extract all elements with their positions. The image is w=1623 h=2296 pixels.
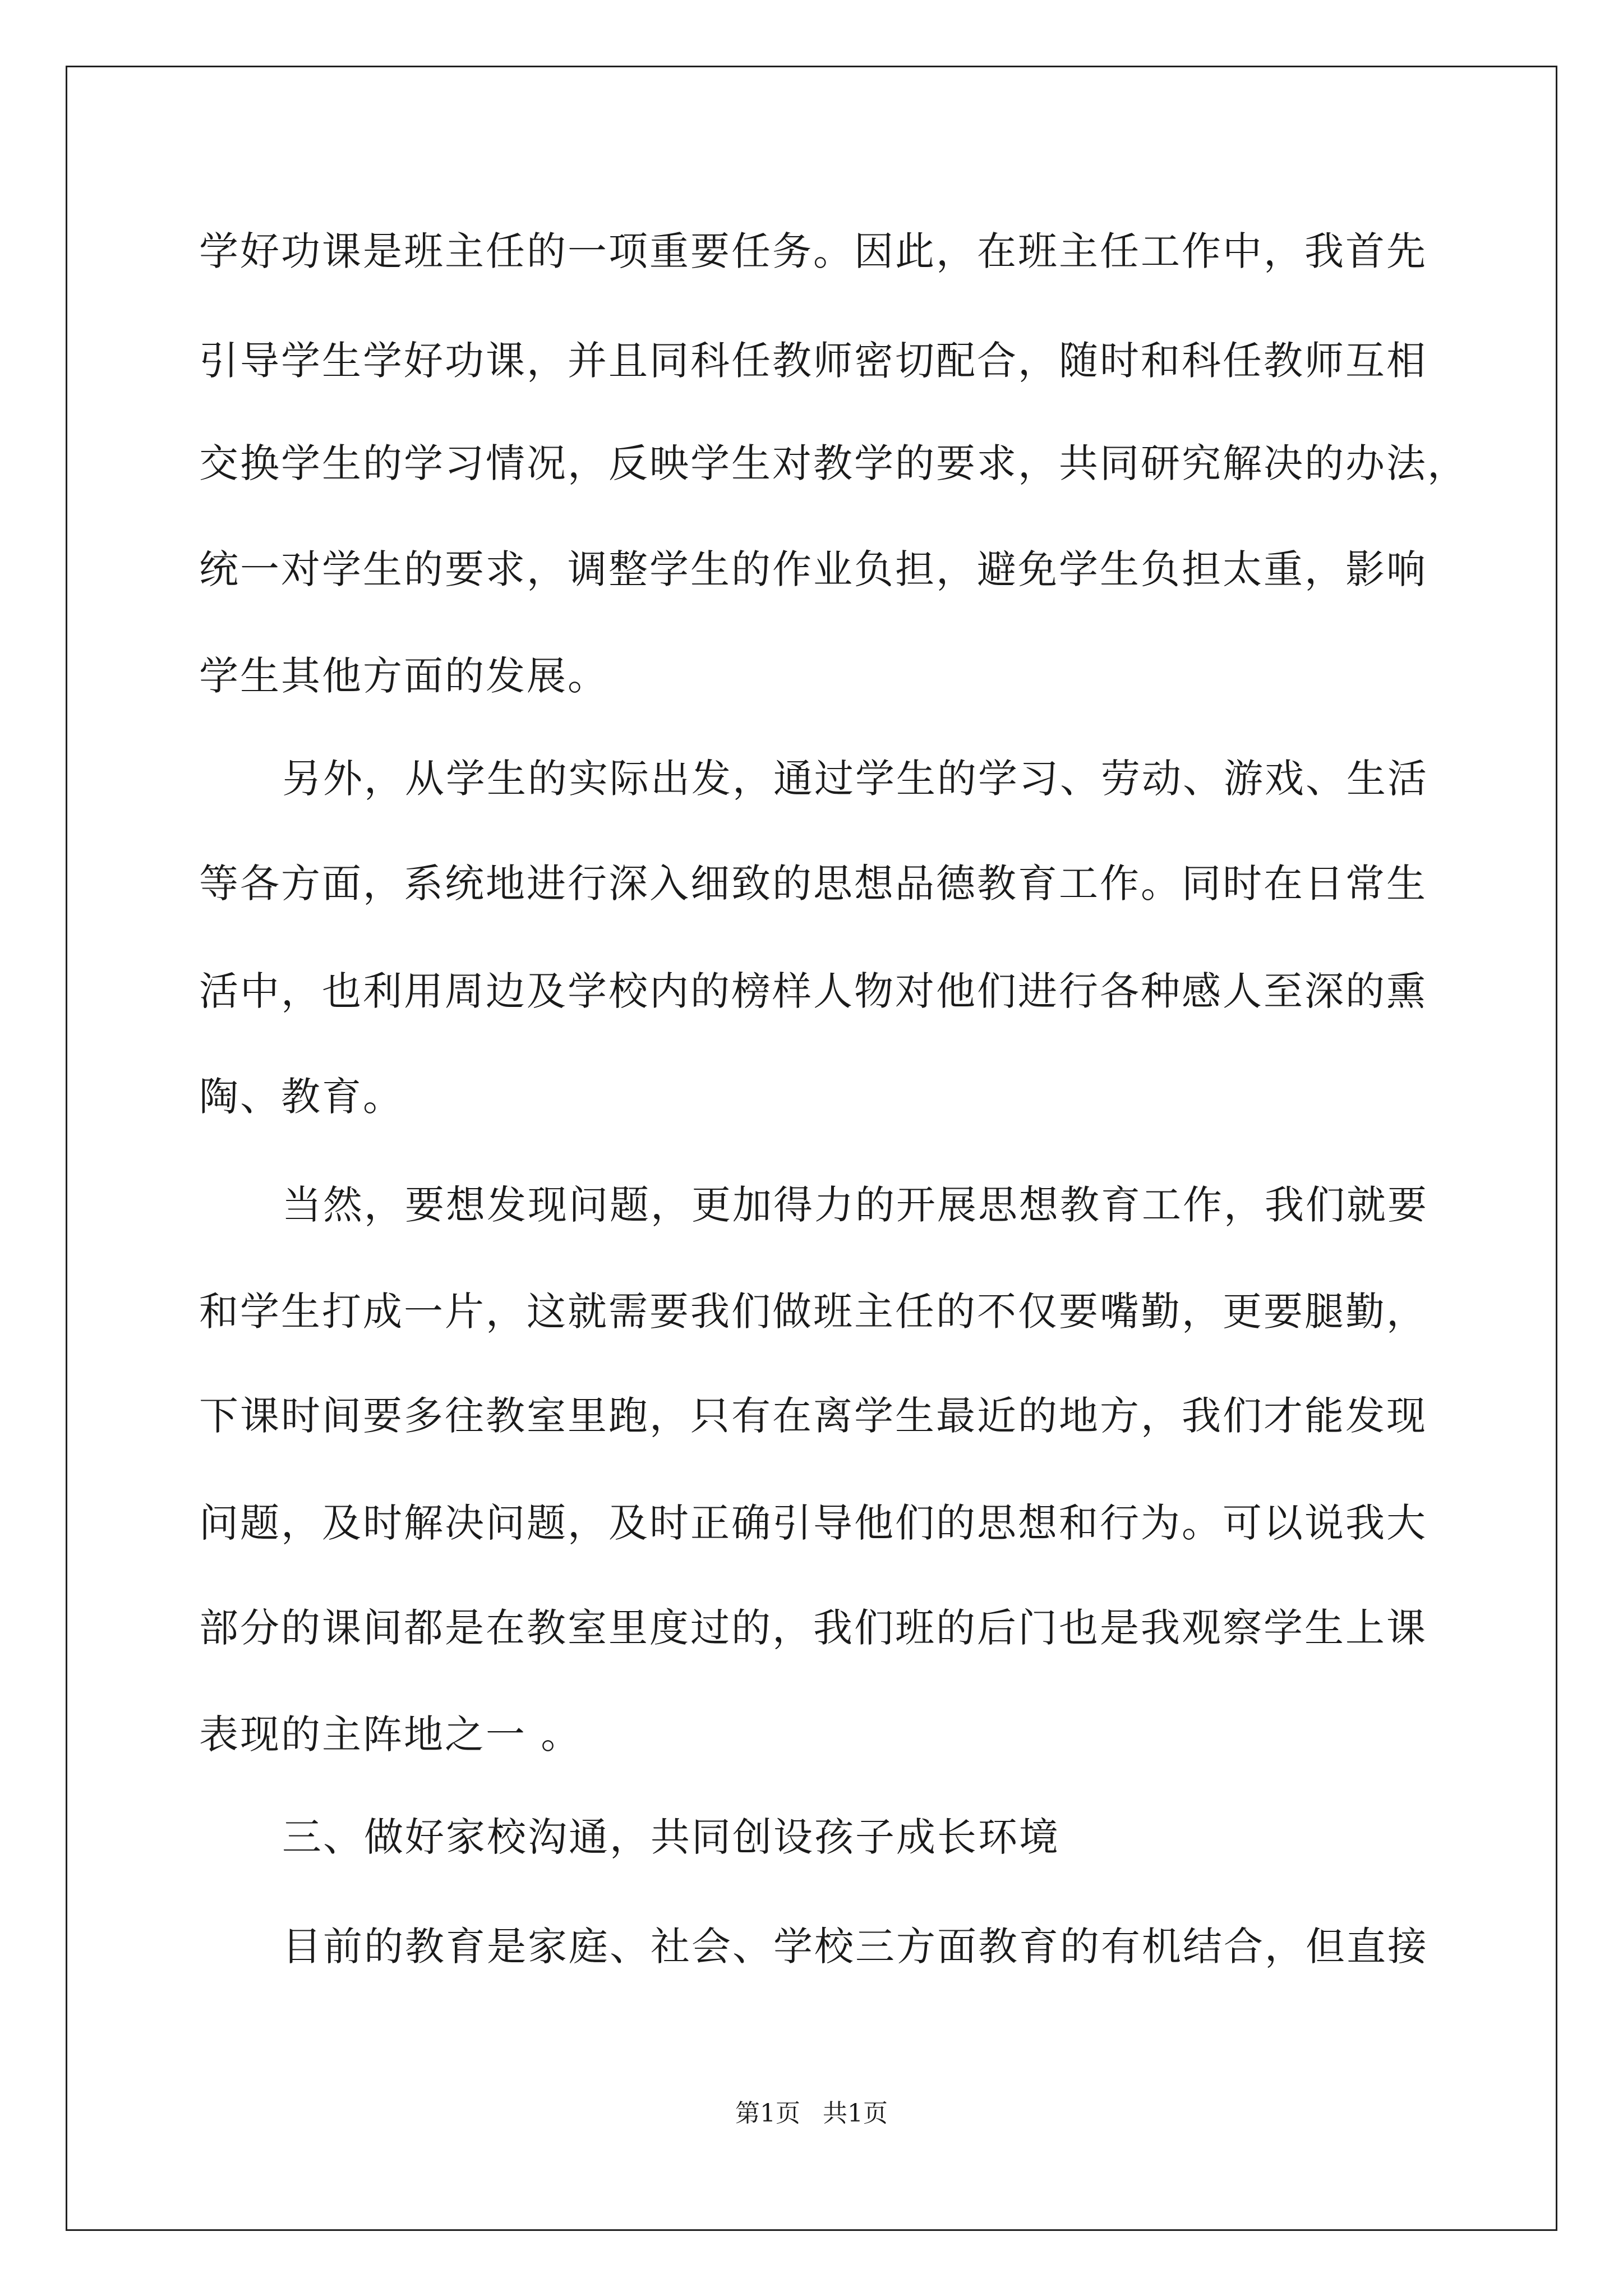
page-border (66, 66, 1557, 2231)
text-line: 学好功课是班主任的一项重要任务。因此，在班主任工作中，我首先 (199, 228, 1427, 274)
page-footer (0, 2098, 1623, 2129)
text-line: 引导学生学好功课，并且同科任教师密切配合，随时和科任教师互相 (199, 338, 1427, 384)
section-heading: 三、做好家校沟通，共同创设孩子成长环境 (282, 1814, 1060, 1860)
text-line: 等各方面，系统地进行深入细致的思想品德教育工作。同时在日常生 (199, 861, 1427, 907)
text-line: 表现的主阵地之一 。 (199, 1711, 582, 1757)
text-line: 目前的教育是家庭、社会、学校三方面教育的有机结合，但直接 (282, 1924, 1428, 1970)
text-line: 活中，也利用周边及学校内的榜样人物对他们进行各种感人至深的熏 (199, 968, 1427, 1014)
page-number-current: 第1页 (735, 2099, 800, 2128)
text-line: 当然，要想发现问题，更加得力的开展思想教育工作，我们就要 (282, 1182, 1428, 1228)
text-line: 问题，及时解决问题，及时正确引导他们的思想和行为。可以说我大 (199, 1500, 1427, 1546)
text-line: 和学生打成一片，这就需要我们做班主任的不仅要嘴勤，更要腿勤， (199, 1289, 1427, 1335)
page-number-total: 共1页 (823, 2099, 888, 2128)
text-line: 另外，从学生的实际出发，通过学生的学习、劳动、游戏、生活 (282, 756, 1428, 802)
text-line: 统一对学生的要求，调整学生的作业负担，避免学生负担太重，影响 (199, 546, 1427, 592)
text-line: 交换学生的学习情况，反映学生对教学的要求，共同研究解决的办法， (199, 440, 1468, 486)
text-line: 陶、教育。 (199, 1074, 404, 1120)
text-line: 部分的课间都是在教室里度过的，我们班的后门也是我观察学生上课 (199, 1605, 1427, 1651)
text-line: 下课时间要多往教室里跑，只有在离学生最近的地方，我们才能发现 (199, 1393, 1427, 1439)
text-line: 学生其他方面的发展。 (199, 653, 608, 699)
